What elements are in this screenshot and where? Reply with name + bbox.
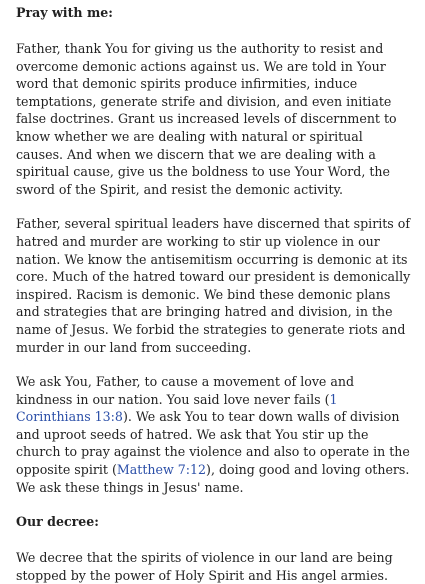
paragraph-text: ). We ask You to tear down walls of division and uproot seeds of hatred. We ask that You stir up the church to pray against the violence and also to operate in the opposite spirit ( xyxy=(16,409,410,478)
scripture-link-matthew[interactable]: Matthew 7:12 xyxy=(116,462,207,478)
decree-paragraph: We decree that the spirits of violence in our land are being stopped by the power of Holy Spirit and His angel armies. xyxy=(16,550,393,583)
spacer xyxy=(16,22,413,40)
spacer xyxy=(16,198,413,215)
prayer-paragraph-3 xyxy=(16,373,413,496)
decree-heading: Our decree: xyxy=(16,514,99,530)
prayer-paragraph-1: Father, thank You for giving us the authority to resist and overcome demonic actions against us. We are told in Your word that demonic spirits produce infirmities, induce temptations, generate strife and division, and even initiate false doctrines. Grant us increased levels of discernment to know whether we are dealing with natural or spiritual causes. And when we discern that we are dealing with a spiritual cause, give us the boldness to use Your Word, the sword of the Spirit, and resist the demonic activity. xyxy=(16,41,397,197)
paragraph-text: ), doing good and loving others. We ask these things in Jesus' name. xyxy=(16,462,410,495)
spacer xyxy=(16,496,413,513)
spacer xyxy=(16,356,413,373)
paragraph-text: We ask You, Father, to cause a movement of love and kindness in our nation. You said love never fails ( xyxy=(16,374,355,407)
prayer-paragraph-2: Father, several spiritual leaders have discerned that spirits of hatred and murder are working to stir up violence in our nation. We know the antisemitism occurring is demonic at its core. Much of the hatred toward our president is demonically inspired. Racism is demonic. We bind these demonic plans and strategies that are bringing hatred and division, in the name of Jesus. We forbid the strategies to generate riots and murder in our land from succeeding. xyxy=(16,216,411,355)
spacer xyxy=(16,531,413,549)
prayer-heading: Pray with me: xyxy=(16,5,113,20)
scripture-link-1-corinthians[interactable]: 1 Corinthians 13:8 xyxy=(16,391,338,425)
